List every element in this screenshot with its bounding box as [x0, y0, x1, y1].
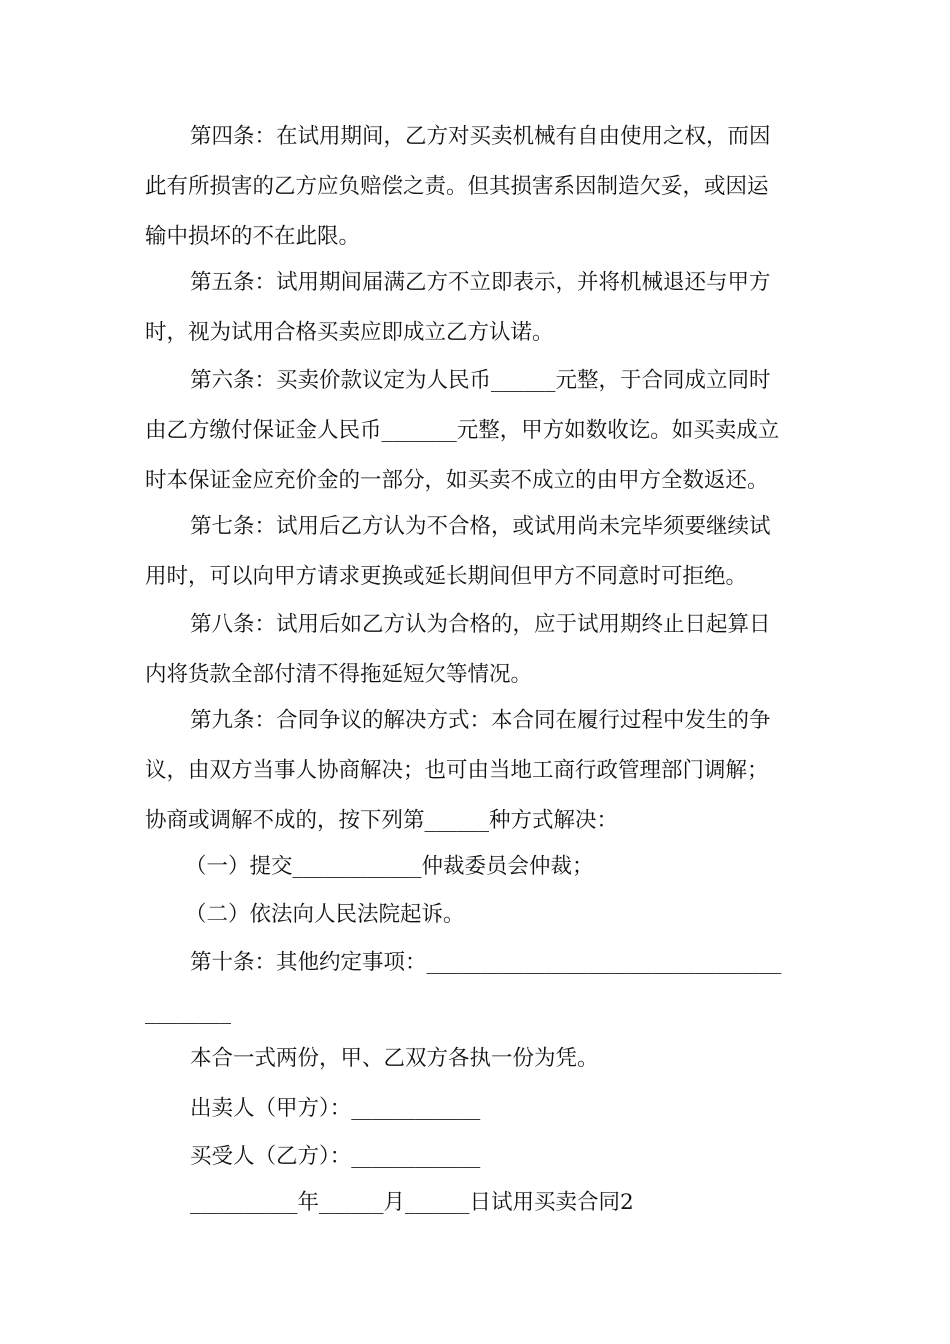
- clause-6-line-1: 第六条：买卖价款议定为人民币______元整，于合同成立同时: [190, 368, 771, 393]
- clause-5-line-1: 第五条：试用期间届满乙方不立即表示，并将机械退还与甲方: [190, 270, 771, 295]
- clause-7-line-1: 第七条：试用后乙方认为不合格，或试用尚未完毕须要继续试: [190, 514, 771, 539]
- clause-9-line-2: 议，由双方当事人协商解决；也可由当地工商行政管理部门调解；: [145, 758, 769, 783]
- seller-signature-line: 出卖人（甲方）：____________: [190, 1096, 481, 1121]
- clause-5-line-2: 时，视为试用合格买卖应即成立乙方认诺。: [145, 320, 554, 345]
- clause-4-line-2: 此有所损害的乙方应负赔偿之责。但其损害系因制造欠妥，或因运: [145, 174, 769, 199]
- clause-4-line-1: 第四条：在试用期间，乙方对买卖机械有自由使用之权，而因: [190, 124, 771, 149]
- clause-8-line-2: 内将货款全部付清不得拖延短欠等情况。: [145, 662, 533, 687]
- clause-7-line-2: 用时，可以向甲方请求更换或延长期间但甲方不同意时可拒绝。: [145, 564, 748, 589]
- date-line: __________年______月______日试用买卖合同2: [190, 1190, 634, 1215]
- clause-9-line-3: 协商或调解不成的，按下列第______种方式解决：: [145, 808, 619, 833]
- clause-4-line-3: 输中损坏的不在此限。: [145, 224, 361, 249]
- clause-6-line-2: 由乙方缴付保证金人民币_______元整，甲方如数收讫。如买卖成立: [145, 418, 780, 443]
- copies-statement: 本合一式两份，甲、乙双方各执一份为凭。: [190, 1046, 599, 1071]
- clause-10-line-2: ________: [145, 1000, 231, 1025]
- clause-6-line-3: 时本保证金应充价金的一部分，如买卖不成立的由甲方全数返还。: [145, 468, 769, 493]
- dispute-option-2: （二）依法向人民法院起诉。: [185, 902, 465, 927]
- clause-9-line-1: 第九条：合同争议的解决方式：本合同在履行过程中发生的争: [190, 708, 771, 733]
- clause-8-line-1: 第八条：试用后如乙方认为合格的，应于试用期终止日起算日: [190, 612, 771, 637]
- dispute-option-1: （一）提交____________仲裁委员会仲裁；: [185, 854, 594, 879]
- buyer-signature-line: 买受人（乙方）：____________: [190, 1144, 481, 1169]
- clause-10-line-1: 第十条：其他约定事项：_________________________________: [190, 950, 782, 975]
